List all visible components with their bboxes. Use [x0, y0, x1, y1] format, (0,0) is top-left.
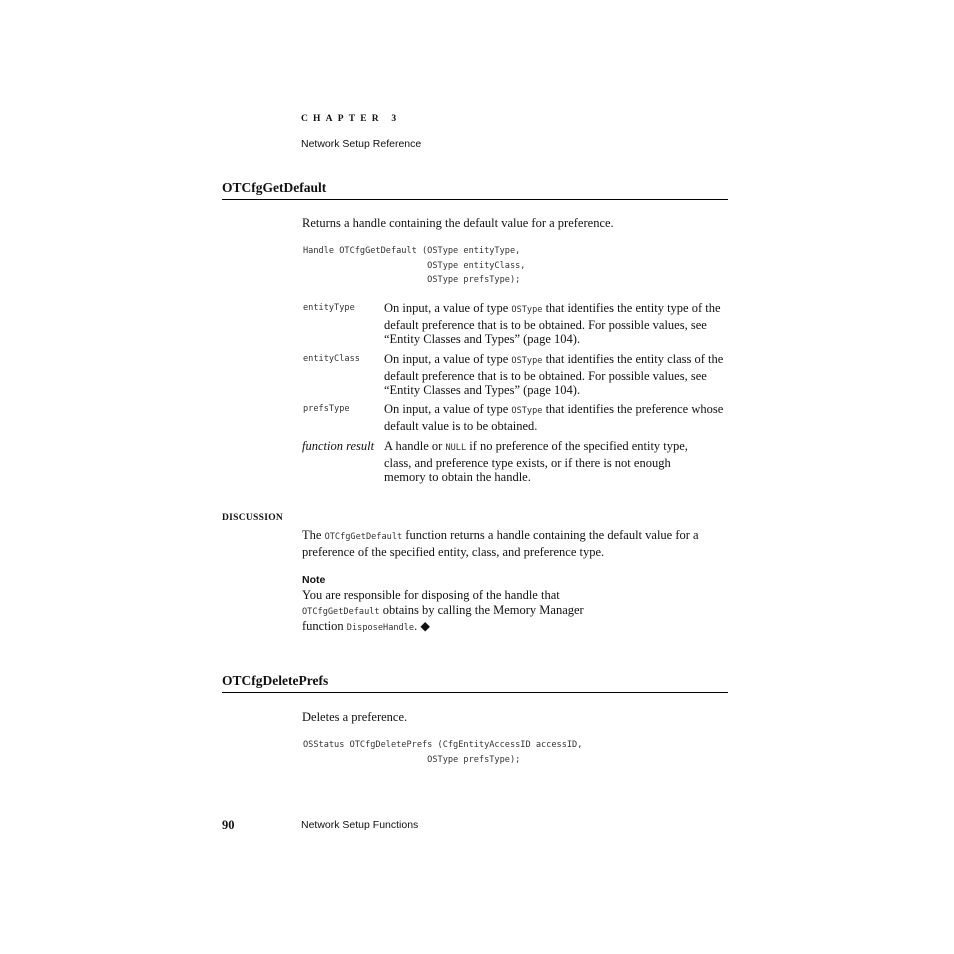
footer-text: Network Setup Functions: [301, 819, 419, 831]
param-name: entityClass: [303, 354, 360, 364]
code-block: [303, 738, 582, 767]
section-summary: Returns a handle containing the default value for a preference.: [302, 216, 614, 230]
code-line: OSStatus OTCfgDeletePrefs (CfgEntityAccessID accessID,: [303, 740, 583, 750]
code-line: OSType prefsType);: [303, 754, 521, 765]
discussion-label: DISCUSSION: [222, 513, 284, 523]
param-description: On input, a value of type OSType that identifies the entity type of the default preference that is to be obtained. For possible values, see “Entity Classes and Types” (page 104).: [384, 301, 721, 347]
param-description: On input, a value of type OSType that identifies the preference whose default value is to be obtained.: [384, 402, 724, 433]
section-summary: Deletes a preference.: [302, 710, 408, 724]
code-line: OSType entityClass,: [303, 260, 526, 271]
code-line: Handle OTCfgGetDefault (OSType entityType,: [303, 246, 521, 256]
chapter-label: CHAPTER 3: [301, 114, 402, 124]
function-result-label: function result: [302, 439, 375, 453]
page-number: 90: [222, 818, 235, 832]
function-result-description: A handle or NULL if no preference of the specified entity type, class, and preference type exists, or if there is not enough memory to obtain the handle.: [384, 439, 688, 485]
discussion-text: The OTCfgGetDefault function returns a handle containing the default value for a preference of the specified entity, class, and preference type.: [302, 528, 699, 559]
param-name: prefsType: [303, 404, 350, 414]
param-name: entityType: [303, 303, 355, 313]
section-rule: [222, 692, 728, 693]
section-rule: [222, 199, 728, 200]
note-body: You are responsible for disposing of the handle that OTCfgGetDefault obtains by calling the Memory Manager function DisposeHandle. ◆: [302, 588, 584, 634]
section-title-otcfgdeleteprefs: OTCfgDeletePrefs: [222, 673, 329, 688]
running-title: Network Setup Reference: [301, 138, 422, 150]
code-line: OSType prefsType);: [303, 275, 521, 286]
code-block: [303, 244, 525, 288]
section-title-otcfggetdefault: OTCfgGetDefault: [222, 180, 327, 195]
note-heading: Note: [302, 574, 326, 586]
param-description: On input, a value of type OSType that identifies the entity class of the default preference that is to be obtained. For possible values, see “Entity Classes and Types” (page 104).: [384, 352, 724, 398]
